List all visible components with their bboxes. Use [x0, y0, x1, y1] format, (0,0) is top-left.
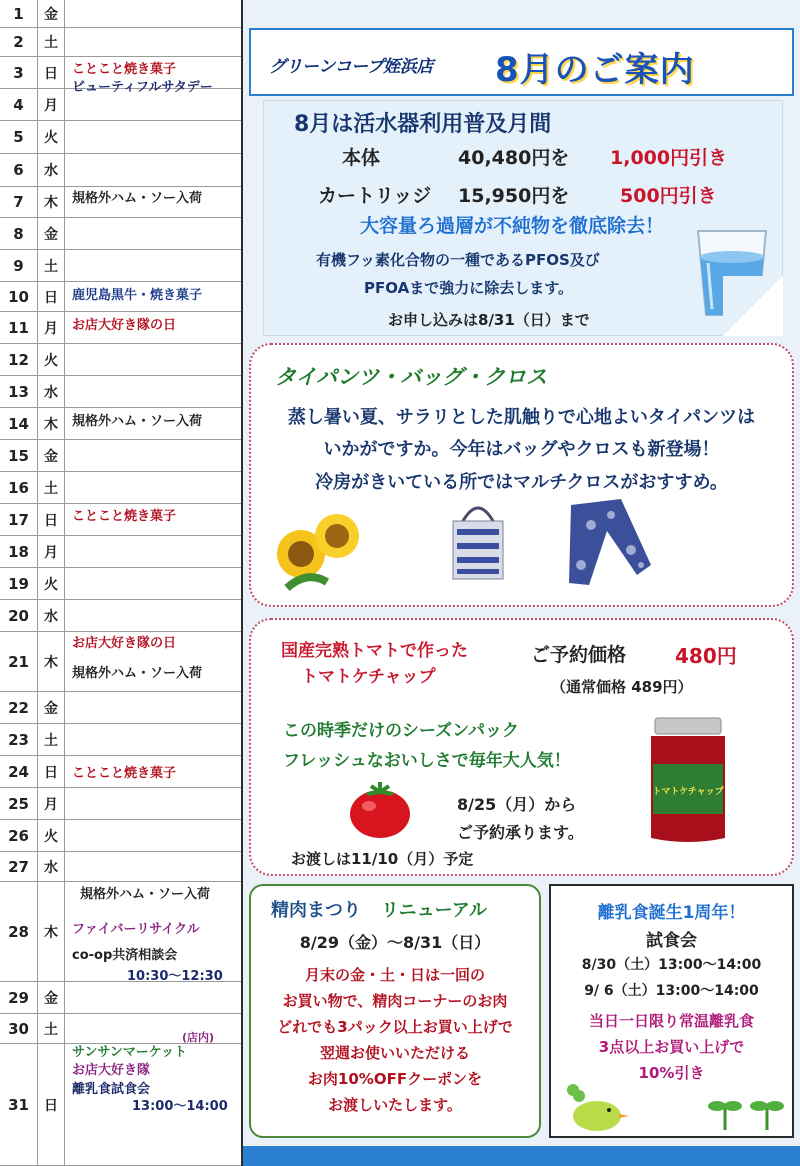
water-cart-label: カートリッジ: [318, 185, 432, 207]
sunflower-icon: [267, 500, 367, 595]
event-day16-sweets: ことこと焼き菓子: [72, 509, 177, 524]
day-of-week: 木: [38, 632, 65, 691]
day-number: 15: [0, 440, 38, 471]
day-of-week: 日: [38, 1044, 65, 1165]
water-cart-price: 15,950円を: [458, 185, 570, 207]
water-purifier-section: [263, 100, 783, 336]
event-day6-ham: 規格外ハム・ソー入荷: [72, 191, 203, 206]
ketchup-line2: フレッシュなおいしさで毎年大人気！: [283, 751, 571, 771]
day-number: 16: [0, 472, 38, 503]
day-number: 1: [0, 0, 38, 27]
day-of-week: 木: [38, 187, 65, 217]
day-of-week: 日: [38, 504, 65, 535]
calendar-row: [0, 788, 241, 820]
event-day2-sweets: ことこと焼き菓子: [72, 62, 177, 77]
baby-date1: 8/30（土）13:00～14:00: [581, 957, 762, 973]
calendar-row: [0, 692, 241, 724]
event-day27-time: 10:30～12:30: [127, 969, 223, 984]
day-number: 25: [0, 788, 38, 819]
event-day27-fiber: ファイバーリサイクル: [72, 922, 200, 937]
day-of-week: 金: [38, 0, 65, 27]
event-day30-market: サンサンマーケット: [72, 1045, 188, 1060]
day-of-week: 火: [38, 121, 65, 153]
day-number: 5: [0, 121, 38, 153]
day-of-week: 土: [38, 28, 65, 56]
bag-icon: [449, 501, 507, 581]
store-name: グリーンコープ姪浜店: [269, 57, 433, 77]
calendar-row: [0, 600, 241, 632]
event-day20-ham: 規格外ハム・ソー入荷: [72, 666, 203, 681]
calendar-row: [0, 724, 241, 756]
water-headline: 大容量ろ過層が不純物を徹底除去！: [360, 215, 665, 237]
calendar-row: [0, 0, 241, 28]
day-of-week: 火: [38, 344, 65, 375]
water-desc2: PFOAまで強力に除去します。: [364, 279, 573, 297]
day-of-week: 水: [38, 852, 65, 881]
day-of-week: 金: [38, 218, 65, 249]
day-number: 20: [0, 600, 38, 631]
day-number: 22: [0, 692, 38, 723]
day-number: 8: [0, 218, 38, 249]
calendar-row: [0, 982, 241, 1014]
calendar-row: [0, 121, 241, 154]
day-number: 27: [0, 852, 38, 881]
event-day30-daisuki: お店大好き隊: [72, 1063, 151, 1078]
calendar-row: [0, 28, 241, 57]
water-cart-discount: 500円引き: [620, 185, 717, 207]
calendar-row: [0, 250, 241, 282]
meat-festival-section: [249, 884, 541, 1138]
day-of-week: 土: [38, 1014, 65, 1043]
event-day20-daisuki: お店大好き隊の日: [72, 636, 177, 651]
day-number: 11: [0, 312, 38, 343]
bird-icon: [557, 1076, 637, 1134]
day-number: 13: [0, 376, 38, 407]
event-day2-beautiful: ビューティフルサタデー: [72, 80, 213, 95]
header: [249, 28, 794, 96]
day-number: 24: [0, 756, 38, 787]
page-fold: [723, 276, 783, 336]
day-of-week: 木: [38, 882, 65, 981]
meat-dates: 8/29（金）～8/31（日）: [299, 933, 491, 952]
day-of-week: 月: [38, 788, 65, 819]
day-of-week: 月: [38, 89, 65, 120]
water-body-price: 40,480円を: [458, 147, 570, 169]
day-number: 18: [0, 536, 38, 567]
calendar-row: [0, 536, 241, 568]
baby-offer3: 10%引き: [638, 1064, 705, 1082]
event-day23-sweets: ことこと焼き菓子: [72, 766, 177, 781]
day-number: 28: [0, 882, 38, 981]
ketchup-jar-label: トマトケチャップ: [652, 787, 724, 797]
day-number: 31: [0, 1044, 38, 1165]
pants-line3: 冷房がきいている所ではマルチクロスがおすすめ。: [315, 472, 728, 493]
day-number: 3: [0, 57, 38, 88]
pants-title: タイパンツ・バッグ・クロス: [275, 365, 548, 389]
baby-title: 離乳食誕生1周年！: [597, 903, 746, 923]
calendar-row: [0, 376, 241, 408]
ketchup-price: 480円: [675, 644, 737, 668]
day-number: 17: [0, 504, 38, 535]
calendar: [0, 0, 243, 1166]
event-day30-note: (店内): [182, 1031, 215, 1044]
day-number: 26: [0, 820, 38, 851]
tomato-icon: [347, 780, 413, 840]
day-of-week: 日: [38, 282, 65, 311]
right-panel: [243, 0, 800, 1166]
ketchup-title2: トマトケチャップ: [301, 667, 436, 687]
ketchup-date1: 8/25（月）から: [457, 795, 577, 814]
day-number: 12: [0, 344, 38, 375]
day-of-week: 木: [38, 408, 65, 439]
baby-offer2: 3点以上お買い上げで: [598, 1038, 745, 1056]
calendar-row: [0, 344, 241, 376]
meat-title-b: リニューアル: [381, 900, 488, 921]
calendar-row: [0, 440, 241, 472]
ketchup-title1: 国産完熟トマトで作った: [281, 641, 468, 661]
water-title: 8月は活水器利用普及月間: [294, 112, 552, 137]
day-of-week: 水: [38, 154, 65, 186]
meat-title-a: 精肉まつり: [271, 900, 361, 921]
pants-icon: [551, 495, 661, 595]
day-number: 21: [0, 632, 38, 691]
meat-line4: 翌週お使いいただける: [319, 1044, 470, 1062]
day-of-week: 火: [38, 568, 65, 599]
day-number: 23: [0, 724, 38, 755]
day-of-week: 土: [38, 472, 65, 503]
baby-date2: 9/ 6（土）13:00～14:00: [584, 983, 759, 999]
event-day9-beef: 鹿児島黒牛・焼き菓子: [72, 288, 203, 303]
ketchup-section: [249, 618, 794, 876]
day-of-week: 月: [38, 312, 65, 343]
day-number: 2: [0, 28, 38, 56]
baby-subtitle: 試食会: [646, 931, 697, 951]
calendar-row: [0, 218, 241, 250]
day-of-week: 水: [38, 376, 65, 407]
event-day30-tasting: 離乳食試食会: [72, 1082, 151, 1097]
sprout-icon: [701, 1086, 791, 1132]
event-day30-time: 13:00～14:00: [132, 1099, 228, 1114]
event-day27-coop: co-op共済相談会: [72, 948, 178, 963]
event-day13-ham: 規格外ハム・ソー入荷: [72, 414, 203, 429]
day-number: 29: [0, 982, 38, 1013]
meat-line6: お渡しいたします。: [328, 1096, 462, 1114]
day-of-week: 金: [38, 440, 65, 471]
ketchup-jar-icon: [645, 716, 731, 846]
calendar-row: [0, 820, 241, 852]
meat-line1: 月末の金・土・日は一回の: [304, 966, 485, 984]
day-of-week: 水: [38, 600, 65, 631]
day-of-week: 金: [38, 982, 65, 1013]
day-of-week: 金: [38, 692, 65, 723]
calendar-row: [0, 472, 241, 504]
frame-bottom: [243, 1146, 800, 1166]
water-deadline: お申し込みは8/31（日）まで: [388, 311, 590, 329]
meat-line5: お肉10%OFFクーポンを: [307, 1070, 483, 1088]
day-of-week: 土: [38, 250, 65, 281]
event-day27-ham: 規格外ハム・ソー入荷: [80, 887, 211, 902]
baby-food-section: [549, 884, 794, 1138]
day-number: 14: [0, 408, 38, 439]
day-of-week: 日: [38, 57, 65, 88]
event-day10-daisuki: お店大好き隊の日: [72, 318, 177, 333]
baby-offer1: 当日一日限り常温離乳食: [588, 1012, 754, 1030]
thai-pants-section: [249, 343, 794, 607]
day-number: 10: [0, 282, 38, 311]
page-title: 8月のご案内: [495, 50, 695, 90]
ketchup-line1: この時季だけのシーズンパック: [283, 721, 519, 741]
day-of-week: 火: [38, 820, 65, 851]
day-number: 19: [0, 568, 38, 599]
calendar-row: [0, 568, 241, 600]
day-number: 6: [0, 154, 38, 186]
ketchup-price-label: ご予約価格: [531, 644, 627, 666]
water-body-label: 本体: [342, 147, 381, 169]
ketchup-delivery: お渡しは11/10（月）予定: [291, 850, 474, 868]
day-of-week: 月: [38, 536, 65, 567]
calendar-row: [0, 852, 241, 882]
day-number: 4: [0, 89, 38, 120]
ketchup-date2: ご予約承ります。: [457, 823, 584, 842]
ketchup-regular-price: （通常価格 489円）: [551, 678, 693, 696]
calendar-row: [0, 154, 241, 187]
day-number: 7: [0, 187, 38, 217]
pants-line2: いかがですか。今年はバッグやクロスも新登場！: [323, 439, 720, 460]
day-number: 30: [0, 1014, 38, 1043]
water-desc1: 有機フッ素化合物の一種であるPFOS及び: [316, 251, 600, 269]
water-body-discount: 1,000円引き: [610, 147, 728, 169]
meat-line2: お買い物で、精肉コーナーのお肉: [282, 992, 508, 1010]
day-of-week: 日: [38, 756, 65, 787]
meat-line3: どれでも3パック以上お買い上げで: [277, 1018, 513, 1036]
day-of-week: 土: [38, 724, 65, 755]
pants-line1: 蒸し暑い夏、サラリとした肌触りで心地よいタイパンツは: [287, 407, 756, 428]
day-number: 9: [0, 250, 38, 281]
